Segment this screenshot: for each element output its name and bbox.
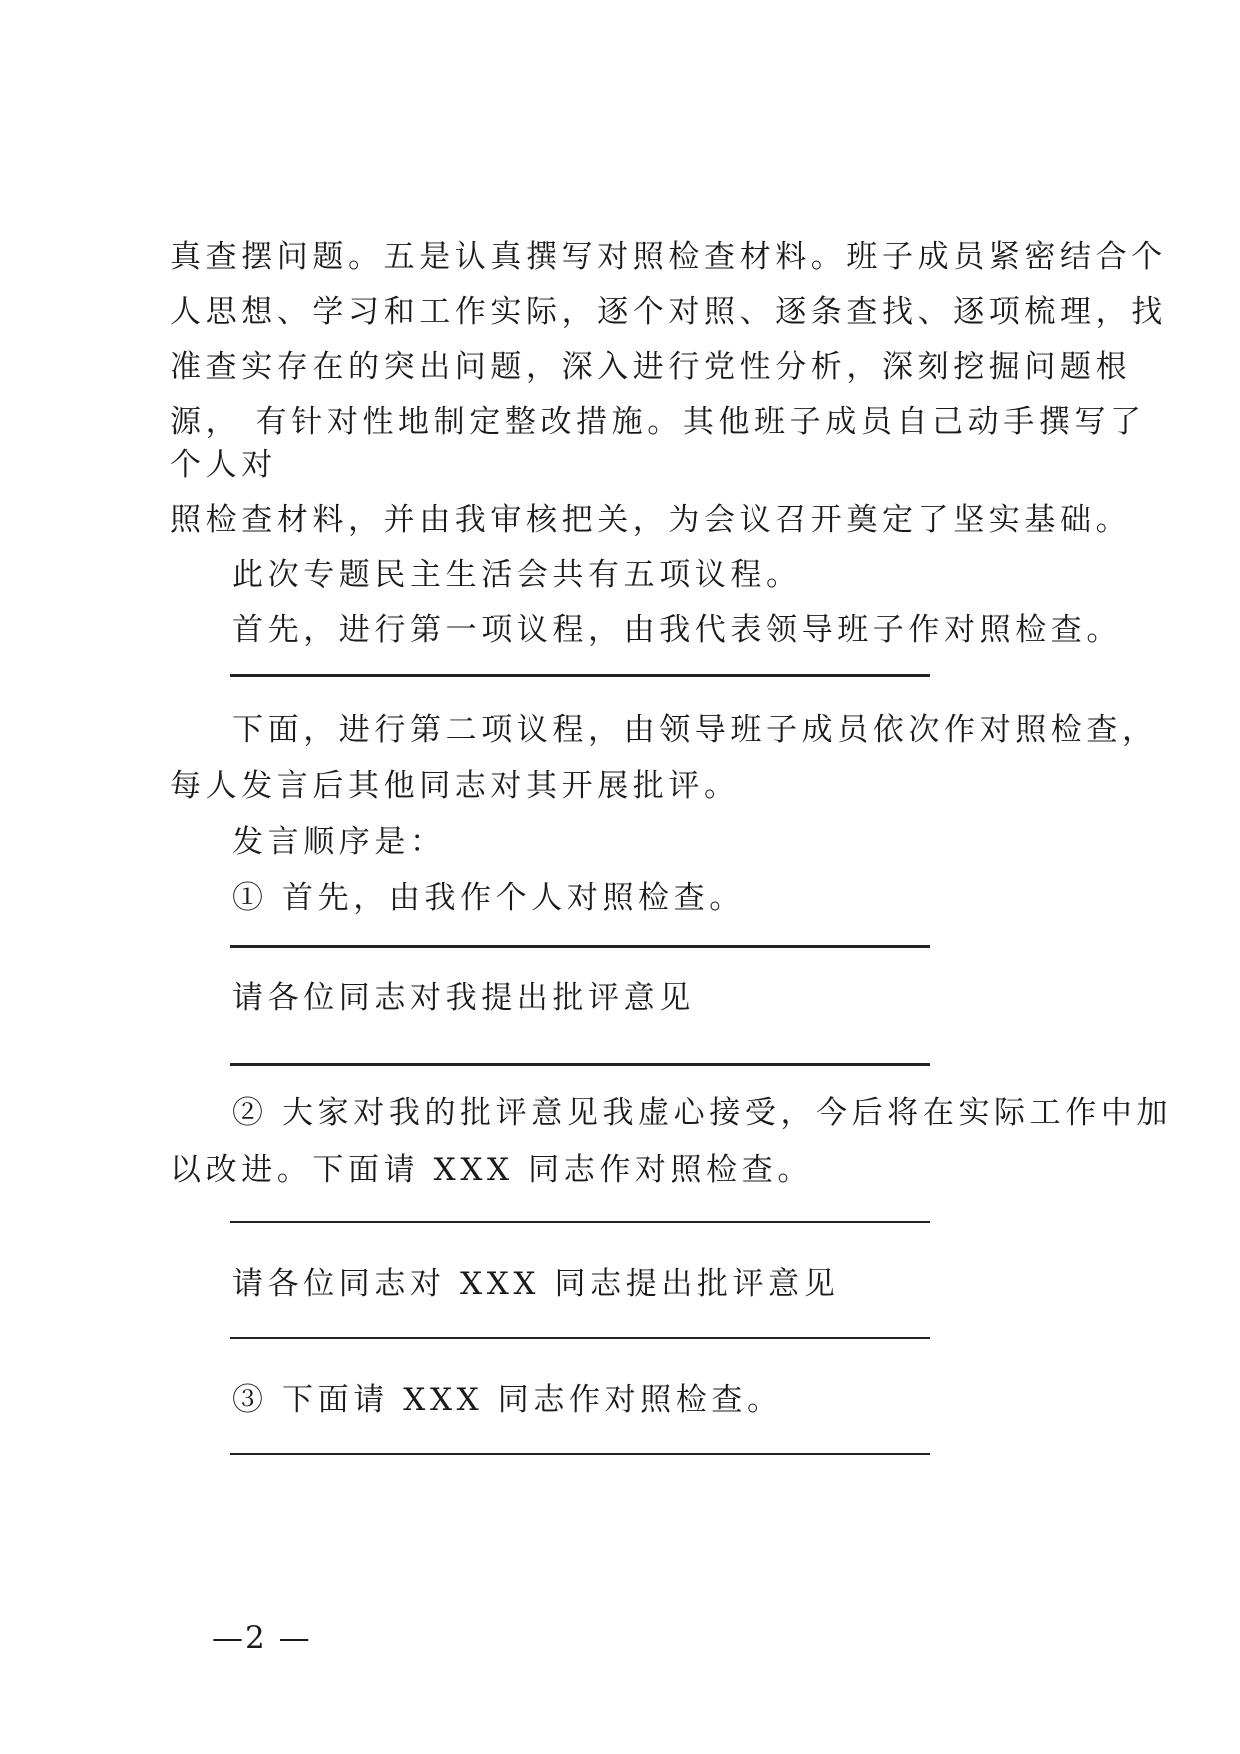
step-2-line-1: ② 大家对我的批评意见我虚心接受，今后将在实际工作中加 (232, 1095, 1173, 1131)
blank-line-5 (230, 1337, 930, 1339)
agenda-item-1: 首先，进行第一项议程，由我代表领导班子作对照检查。 (232, 612, 1122, 648)
body-line-5: 个人对 (170, 447, 277, 483)
page-number: —2 — (212, 1620, 312, 1656)
body-line-6: 照检查材料，并由我审核把关，为会议召开奠定了坚实基础。 (170, 502, 1132, 538)
step-3: ③ 下面请 XXX 同志作对照检查。 (232, 1382, 783, 1418)
step-2-line-2: 以改进。下面请 XXX 同志作对照检查。 (170, 1152, 813, 1188)
step-1: ① 首先，由我作个人对照检查。 (232, 880, 745, 916)
blank-line-4 (230, 1221, 930, 1223)
blank-line-1 (230, 674, 930, 677)
agenda-item-2-line-1: 下面，进行第二项议程，由领导班子成员依次作对照检查， (232, 712, 1158, 748)
blank-line-2 (230, 945, 930, 948)
step-2-criticism: 请各位同志对 XXX 同志提出批评意见 (232, 1266, 840, 1302)
agenda-intro: 此次专题民主生活会共有五项议程。 (232, 557, 802, 593)
agenda-item-2-line-2: 每人发言后其他同志对其开展批评。 (170, 768, 740, 804)
order-label: 发言顺序是： (232, 824, 446, 860)
step-1-criticism: 请各位同志对我提出批评意见 (232, 980, 695, 1016)
blank-line-3 (230, 1063, 930, 1066)
body-line-2: 人思想、学习和工作实际，逐个对照、逐条查找、逐项梳理，找 (170, 294, 1167, 330)
body-line-1: 真查摆问题。五是认真撰写对照检查材料。班子成员紧密结合个 (170, 239, 1167, 275)
body-line-4: 源， 有针对性地制定整改措施。其他班子成员自己动手撰写了 (170, 404, 1146, 440)
body-line-3: 准查实存在的突出问题，深入进行党性分析，深刻挖掘问题根 (170, 349, 1132, 385)
blank-line-6 (230, 1453, 930, 1455)
